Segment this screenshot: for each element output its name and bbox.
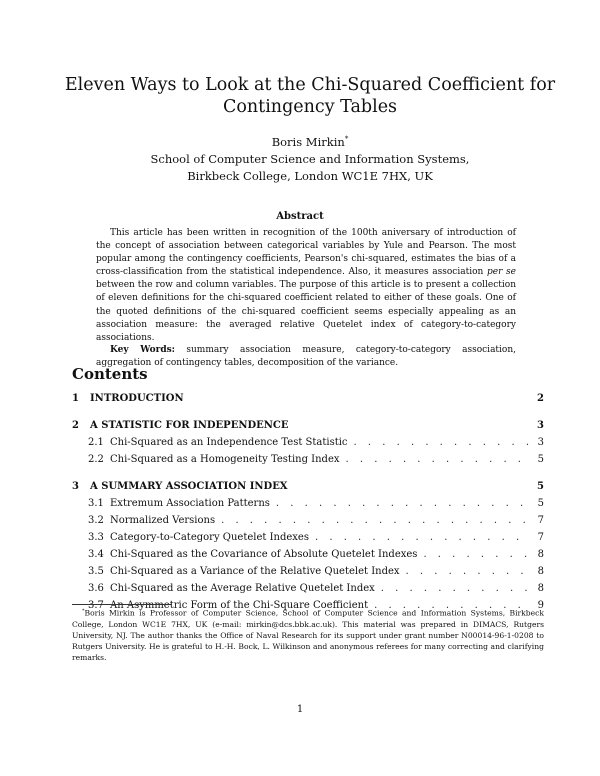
keywords xyxy=(96,344,516,370)
toc-entry-title: Chi-Squared as the Average Relative Quetelet Index xyxy=(110,583,375,594)
toc-entry[interactable] xyxy=(72,548,544,562)
page-number: 1 xyxy=(296,704,304,715)
toc-entry-number: 3.5 xyxy=(88,566,104,577)
affiliation-line-1: School of Computer Science and Information Systems, xyxy=(150,151,470,166)
toc-entry-title: INTRODUCTION xyxy=(90,393,184,404)
toc-entry[interactable] xyxy=(72,565,544,579)
toc-entry-number: 3.2 xyxy=(88,515,104,526)
toc-entry-number: 3.4 xyxy=(88,549,104,560)
toc-entry[interactable] xyxy=(72,480,544,494)
toc-leader-dots xyxy=(315,531,530,545)
toc-entry-page: 8 xyxy=(537,583,544,594)
toc-leader-dots xyxy=(346,453,530,467)
toc-entry[interactable] xyxy=(72,453,544,467)
toc-entry-title: Chi-Squared as the Covariance of Absolute Quetelet Indexes xyxy=(110,549,418,560)
toc-entry-page: 5 xyxy=(537,481,544,492)
toc-entry-number: 2.2 xyxy=(88,454,104,465)
toc-entry[interactable] xyxy=(72,392,544,406)
toc-entry-page: 9 xyxy=(537,600,544,611)
keywords-label: Key Words: xyxy=(110,345,176,355)
toc-entry-title: Chi-Squared as a Homogeneity Testing Index xyxy=(110,454,340,465)
toc-entry-page: 8 xyxy=(537,549,544,560)
toc-entry-title: A STATISTIC FOR INDEPENDENCE xyxy=(90,420,289,431)
affiliation-line-2: Birkbeck College, London WC1E 7HX, UK xyxy=(187,168,433,183)
toc-entry-title: Chi-Squared as an Independence Test Statistic xyxy=(110,437,348,448)
toc-entry-title: Chi-Squared as a Variance of the Relative Quetelet Index xyxy=(110,566,400,577)
toc-entry-number: 3.1 xyxy=(88,498,104,509)
toc-entry-page: 7 xyxy=(537,532,544,543)
toc-leader-dots xyxy=(381,582,530,596)
toc-leader-dots xyxy=(406,565,530,579)
footnote-rule xyxy=(72,604,172,605)
toc-entry-number: 1 xyxy=(72,393,79,404)
abstract-text-part2: between the row and column variables. The purpose of this article is to present a collection of eleven definitions for the chi-squared coefficient related to either of these goals. One of the quoted definitions of the chi-squared coefficient seems especially appealing as an association measure: the averaged relative Quetelet index of category-to-category associations. xyxy=(96,280,516,343)
toc-leader-dots xyxy=(354,436,530,450)
footnote xyxy=(72,606,544,663)
contents-heading: Contents xyxy=(72,365,148,383)
toc-entry-number: 3.6 xyxy=(88,583,104,594)
toc-leader-dots xyxy=(423,548,530,562)
paper-title: Eleven Ways to Look at the Chi-Squared Coefficient for Contingency Tables xyxy=(64,75,556,117)
toc-leader-dots xyxy=(276,497,530,511)
toc-entry[interactable] xyxy=(72,514,544,528)
footnote-mark: * xyxy=(82,608,85,614)
toc-entry-title: Category-to-Category Quetelet Indexes xyxy=(110,532,309,543)
toc-entry-page: 5 xyxy=(537,454,544,465)
toc-entry[interactable] xyxy=(72,497,544,511)
author-block xyxy=(60,131,560,185)
toc-entry-number: 3.7 xyxy=(88,600,104,611)
abstract-text xyxy=(96,227,516,345)
abstract-text-italic: per se xyxy=(486,267,517,278)
toc-entry-title: An Asymmetric Form of the Chi-Square Coefficient xyxy=(110,600,369,611)
toc-entry-title: Normalized Versions xyxy=(110,515,216,526)
toc-entry-title: A SUMMARY ASSOCIATION INDEX xyxy=(90,481,288,492)
author-name: Boris Mirkin xyxy=(271,134,345,149)
toc-entry-number: 3.3 xyxy=(88,532,104,543)
keywords-text: summary association measure, category-to-category association, aggregation of contingency tables, decomposition of the variance. xyxy=(96,345,517,369)
toc-entry-number: 2.1 xyxy=(88,437,104,448)
toc-entry-page: 3 xyxy=(537,437,544,448)
toc-entry[interactable] xyxy=(72,436,544,450)
footnote-text: Boris Mirkin is Professor of Computer Science, School of Computer Science and Information Systems, Birkbeck College, London WC1E 7HX, UK (e-mail: mirkin@dcs.bbk.ac.uk). This material was prepared in DIMACS, Rutgers University, NJ. The author thanks the Office of Naval Research for its support under grant number N00014-96-1-0208 to Rutgers University. He is grateful to H.-H. Bock, L. Wilkinson and anonymous referees for many correcting and clarifying remarks. xyxy=(72,608,544,662)
abstract-text-part1: This article has been written in recognition of the 100th aniversary of introduction of the concept of association between categorical variables by Yule and Pearson. The most popular among the contingency coefficients, Pearson's chi-squared, estimates the bias of a cross-classification from the statistical independence. Also, it measures association xyxy=(96,228,516,278)
toc-entry-title: Extremum Association Patterns xyxy=(110,498,270,509)
toc-entry-page: 3 xyxy=(537,420,544,431)
toc-entry-number: 3 xyxy=(72,481,79,492)
toc-entry[interactable] xyxy=(72,419,544,433)
toc-entry[interactable] xyxy=(72,531,544,545)
toc-leader-dots xyxy=(221,514,530,528)
author-footnote-mark: * xyxy=(344,135,349,143)
toc-entry[interactable] xyxy=(72,582,544,596)
toc-entry-number: 2 xyxy=(72,420,79,431)
toc-entry-page: 2 xyxy=(537,393,544,404)
abstract-heading: Abstract xyxy=(276,211,324,222)
toc-entry-page: 5 xyxy=(537,498,544,509)
toc-entry-page: 7 xyxy=(537,515,544,526)
toc-entry-page: 8 xyxy=(537,566,544,577)
